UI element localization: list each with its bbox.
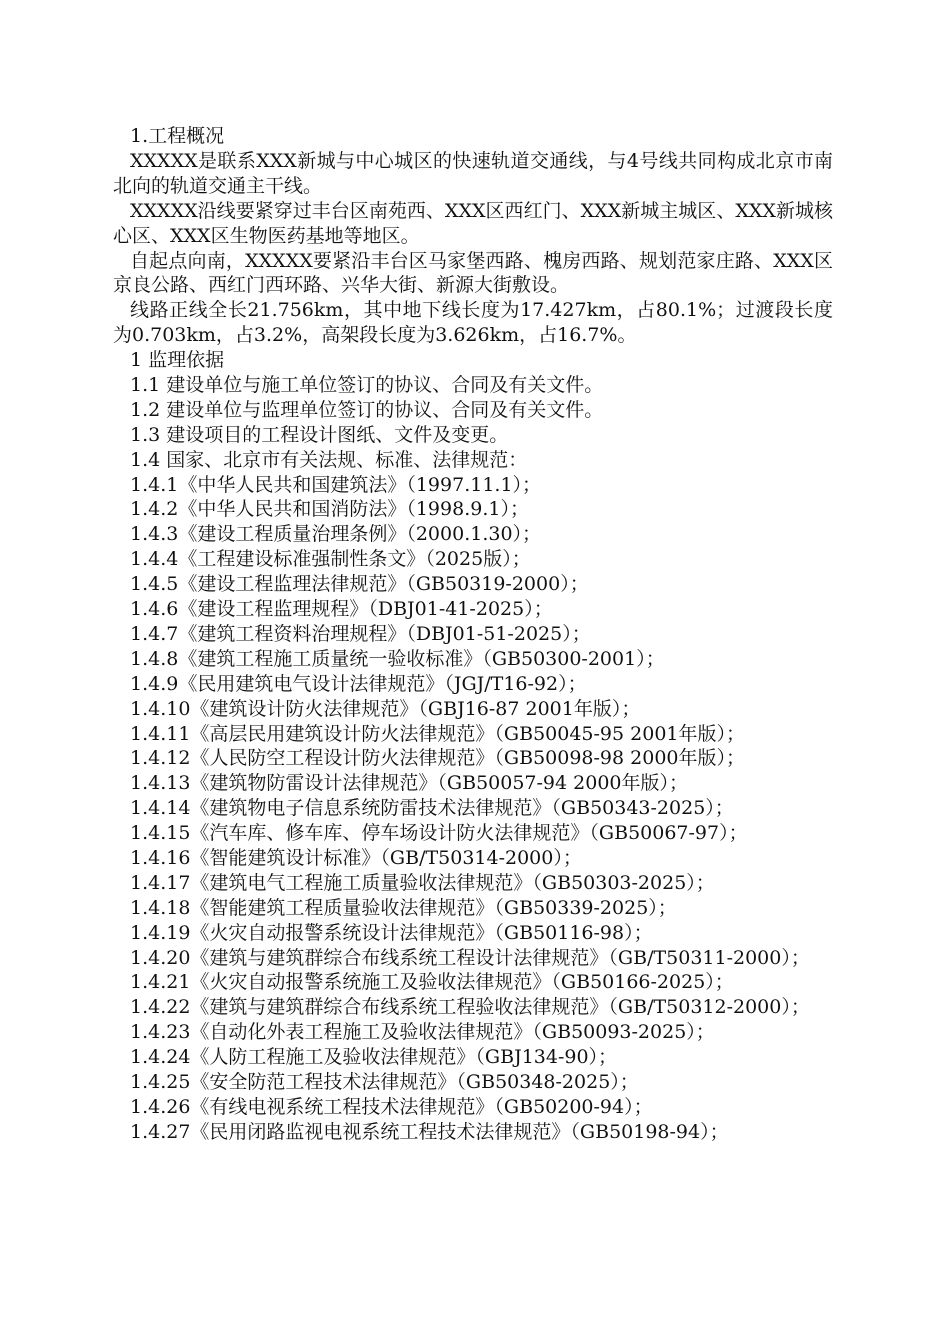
- regulation-item: 1.4.25《安全防范工程技术法律规范》（GB50348-2025）；: [130, 1071, 639, 1094]
- section-title-basis: 1 监理依据: [130, 349, 225, 372]
- basis-item: 1.2 建设单位与监理单位签订的协议、合同及有关文件。: [130, 398, 604, 421]
- regulation-item: 1.4.27《民用闭路监视电视系统工程技术法律规范》（GB50198-94）；: [130, 1120, 729, 1143]
- regulation-item: 1.4.10《建筑设计防火法律规范》（GBJ16-87 2001年版）；: [130, 697, 641, 720]
- regulation-item: 1.4.14《建筑物电子信息系统防雷技术法律规范》（GB50343-2025）；: [130, 797, 734, 820]
- regulation-item: 1.4.1《中华人民共和国建筑法》（1997.11.1）；: [130, 473, 542, 496]
- overview-paragraph: XXXXX是联系XXX新城与中心城区的快速轨道交通线，与4号线共同构成北京市南北向的轨道交通主干线。: [113, 149, 833, 197]
- regulation-item: 1.4.24《人防工程施工及验收法律规范》（GBJ134-90）；: [130, 1046, 618, 1069]
- regulation-item: 1.4.16《智能建筑设计标准》（GB/T50314-2000）；: [130, 846, 582, 869]
- regulation-item: 1.4.21《火灾自动报警系统施工及验收法律规范》（GB50166-2025）；: [130, 971, 734, 994]
- regulation-item: 1.4.4《工程建设标准强制性条文》（2025版）；: [130, 548, 531, 571]
- overview-paragraph: 自起点向南，XXXXX要紧沿丰台区马家堡西路、槐房西路、规划范家庄路、XXX区京良公路、西红门西环路、兴华大街、新源大街敷设。: [113, 249, 833, 297]
- regulation-item: 1.4.22《建筑与建筑群综合布线系统工程验收法律规范》（GB/T50312-2000）；: [130, 996, 810, 1019]
- regulation-item: 1.4.20《建筑与建筑群综合布线系统工程设计法律规范》（GB/T50311-2000）；: [130, 946, 810, 969]
- regulation-item: 1.4.13《建筑物防雷设计法律规范》（GB50057-94 2000年版）；: [130, 772, 689, 795]
- regulation-item: 1.4.18《智能建筑工程质量验收法律规范》（GB50339-2025）；: [130, 896, 677, 919]
- regulation-item: 1.4.7《建筑工程资料治理规程》（DBJ01-51-2025）；: [130, 622, 591, 645]
- regulation-item: 1.4.6《建设工程监理规程》（DBJ01-41-2025）；: [130, 598, 553, 621]
- overview-paragraph: 线路正线全长21.756km，其中地下线长度为17.427km，占80.1%；过渡段长度为0.703km，占3.2%，高架段长度为3.626km，占16.7%。: [113, 299, 833, 347]
- regulation-item: 1.4.8《建筑工程施工质量统一验收标准》（GB50300-2001）；: [130, 647, 665, 670]
- regulation-item: 1.4.2《中华人民共和国消防法》（1998.9.1）；: [130, 498, 529, 521]
- regulation-item: 1.4.3《建设工程质量治理条例》（2000.1.30）；: [130, 523, 542, 546]
- regulation-item: 1.4.26《有线电视系统工程技术法律规范》（GB50200-94）；: [130, 1095, 653, 1118]
- basis-item: 1.4 国家、北京市有关法规、标准、法律规范：: [130, 448, 528, 471]
- overview-paragraph: XXXXX沿线要紧穿过丰台区南苑西、XXX区西红门、XXX新城主城区、XXX新城核心区、XXX区生物医药基地等地区。: [113, 199, 833, 247]
- regulation-item: 1.4.12《人民防空工程设计防火法律规范》（GB50098-98 2000年版）；: [130, 747, 746, 770]
- regulation-item: 1.4.17《建筑电气工程施工质量验收法律规范》（GB50303-2025）；: [130, 871, 715, 894]
- regulation-item: 1.4.15《汽车库、修车库、停车场设计防火法律规范》（GB50067-97）；: [130, 822, 748, 845]
- basis-item: 1.3 建设项目的工程设计图纸、文件及变更。: [130, 423, 509, 446]
- document-body: [113, 124, 833, 1145]
- regulation-item: 1.4.11《高层民用建筑设计防火法律规范》（GB50045-95 2001年版）；: [130, 722, 746, 745]
- basis-item: 1.1 建设单位与施工单位签订的协议、合同及有关文件。: [130, 374, 604, 397]
- regulation-item: 1.4.9《民用建筑电气设计法律规范》（JGJ/T16-92）；: [130, 672, 587, 695]
- regulation-item: 1.4.19《火灾自动报警系统设计法律规范》（GB50116-98）；: [130, 921, 653, 944]
- section-title-overview: 1.工程概况: [130, 125, 225, 147]
- regulation-item: 1.4.5《建设工程监理法律规范》（GB50319-2000）；: [130, 573, 589, 596]
- regulation-item: 1.4.23《自动化外表工程施工及验收法律规范》（GB50093-2025）；: [130, 1021, 715, 1044]
